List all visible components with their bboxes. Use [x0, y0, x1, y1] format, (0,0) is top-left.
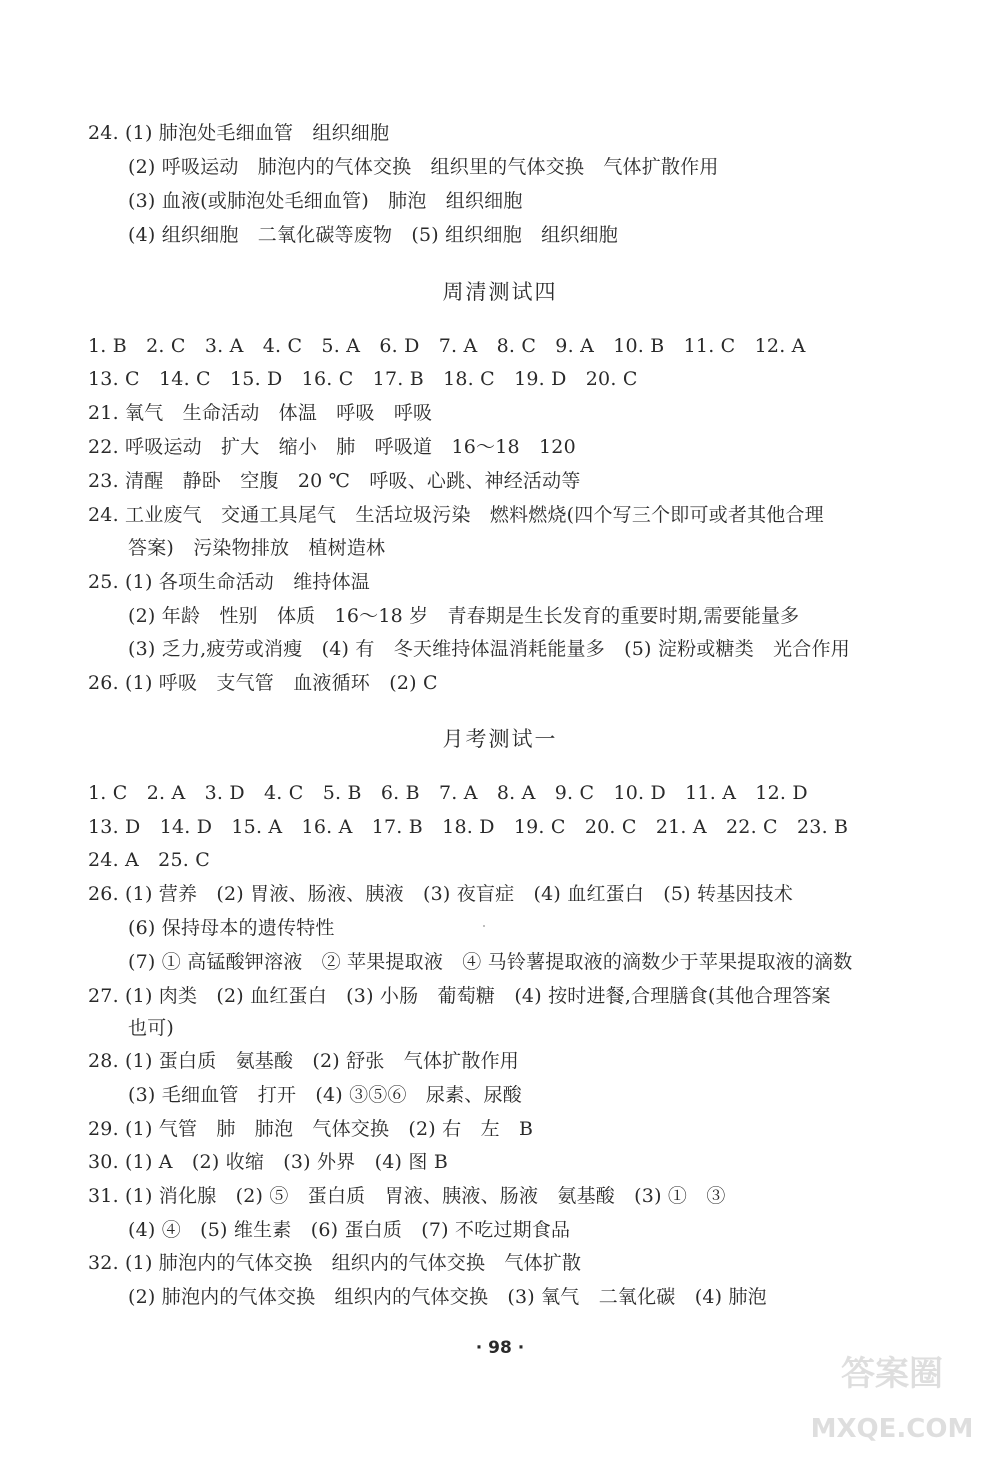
- section-title-weekly-test-4: 周清测试四: [442, 280, 558, 304]
- answer-line: 答案) 污染物排放 植树造林: [128, 537, 386, 559]
- answer-line: 1. C 2. A 3. D 4. C 5. B 6. B 7. A 8. A 9. C 10. D 11. A 12. D: [88, 782, 808, 804]
- answer-line: 26. (1) 营养 (2) 胃液、肠液、胰液 (3) 夜盲症 (4) 血红蛋白 (5) 转基因技术: [88, 883, 794, 905]
- answer-line: (4) 组织细胞 二氧化碳等废物 (5) 组织细胞 组织细胞: [128, 224, 618, 246]
- watermark-line1: 答案圈: [841, 1354, 943, 1394]
- answer-line: 24. (1) 肺泡处毛细血管 组织细胞: [88, 122, 390, 144]
- answer-line: 13. D 14. D 15. A 16. A 17. B 18. D 19. C 20. C 21. A 22. C 23. B: [88, 816, 849, 838]
- answer-line: 22. 呼吸运动 扩大 缩小 肺 呼吸道 16～18 120: [88, 436, 576, 458]
- watermark-logo: [792, 1315, 992, 1465]
- answer-line: 27. (1) 肉类 (2) 血红蛋白 (3) 小肠 葡萄糖 (4) 按时进餐,合理膳食(其他合理答案: [88, 985, 831, 1007]
- answer-line: 30. (1) A (2) 收缩 (3) 外界 (4) 图 B: [88, 1151, 448, 1173]
- answer-line: (2) 肺泡内的气体交换 组织内的气体交换 (3) 氧气 二氧化碳 (4) 肺泡: [128, 1286, 767, 1308]
- answer-line: 32. (1) 肺泡内的气体交换 组织内的气体交换 气体扩散: [88, 1252, 582, 1274]
- answer-line: (4) ④ (5) 维生素 (6) 蛋白质 (7) 不吃过期食品: [128, 1219, 571, 1241]
- answer-line: 29. (1) 气管 肺 肺泡 气体交换 (2) 右 左 B: [88, 1118, 534, 1140]
- watermark-line2: MXQE.COM: [810, 1414, 974, 1444]
- answer-line: (7) ① 高锰酸钾溶液 ② 苹果提取液 ④ 马铃薯提取液的滴数少于苹果提取液的滴数: [128, 951, 853, 973]
- answer-line: 25. (1) 各项生命活动 维持体温: [88, 571, 371, 593]
- answer-line: (2) 呼吸运动 肺泡内的气体交换 组织里的气体交换 气体扩散作用: [128, 156, 719, 178]
- answer-line: 1. B 2. C 3. A 4. C 5. A 6. D 7. A 8. C 9. A 10. B 11. C 12. A: [88, 335, 806, 357]
- answer-line: 31. (1) 消化腺 (2) ⑤ 蛋白质 胃液、胰液、肠液 氨基酸 (3) ① ③: [88, 1185, 726, 1207]
- answer-line: (6) 保持母本的遗传特性: [128, 917, 335, 939]
- answer-line: 24. A 25. C: [88, 849, 210, 871]
- page-number: · 98 ·: [475, 1338, 525, 1358]
- answer-line: 26. (1) 呼吸 支气管 血液循环 (2) C: [88, 672, 438, 694]
- answer-line: 13. C 14. C 15. D 16. C 17. B 18. C 19. D 20. C: [88, 368, 638, 390]
- answer-line: (3) 乏力,疲劳或消瘦 (4) 有 冬天维持体温消耗能量多 (5) 淀粉或糖类 光合作用: [128, 638, 850, 660]
- scan-speck: [483, 925, 485, 927]
- answer-line: 也可): [128, 1017, 175, 1039]
- answer-line: (2) 年龄 性别 体质 16～18 岁 青春期是生长发育的重要时期,需要能量多: [128, 605, 800, 627]
- answer-line: 24. 工业废气 交通工具尾气 生活垃圾污染 燃料燃烧(四个写三个即可或者其他合理: [88, 504, 824, 526]
- answer-line: (3) 毛细血管 打开 (4) ③⑤⑥ 尿素、尿酸: [128, 1084, 522, 1106]
- answer-line: 28. (1) 蛋白质 氨基酸 (2) 舒张 气体扩散作用: [88, 1050, 519, 1072]
- answer-line: 21. 氧气 生命活动 体温 呼吸 呼吸: [88, 402, 433, 424]
- section-title-monthly-test-1: 月考测试一: [442, 727, 558, 751]
- answer-line: 23. 清醒 静卧 空腹 20 ℃ 呼吸、心跳、神经活动等: [88, 470, 581, 492]
- answer-line: (3) 血液(或肺泡处毛细血管) 肺泡 组织细胞: [128, 190, 523, 212]
